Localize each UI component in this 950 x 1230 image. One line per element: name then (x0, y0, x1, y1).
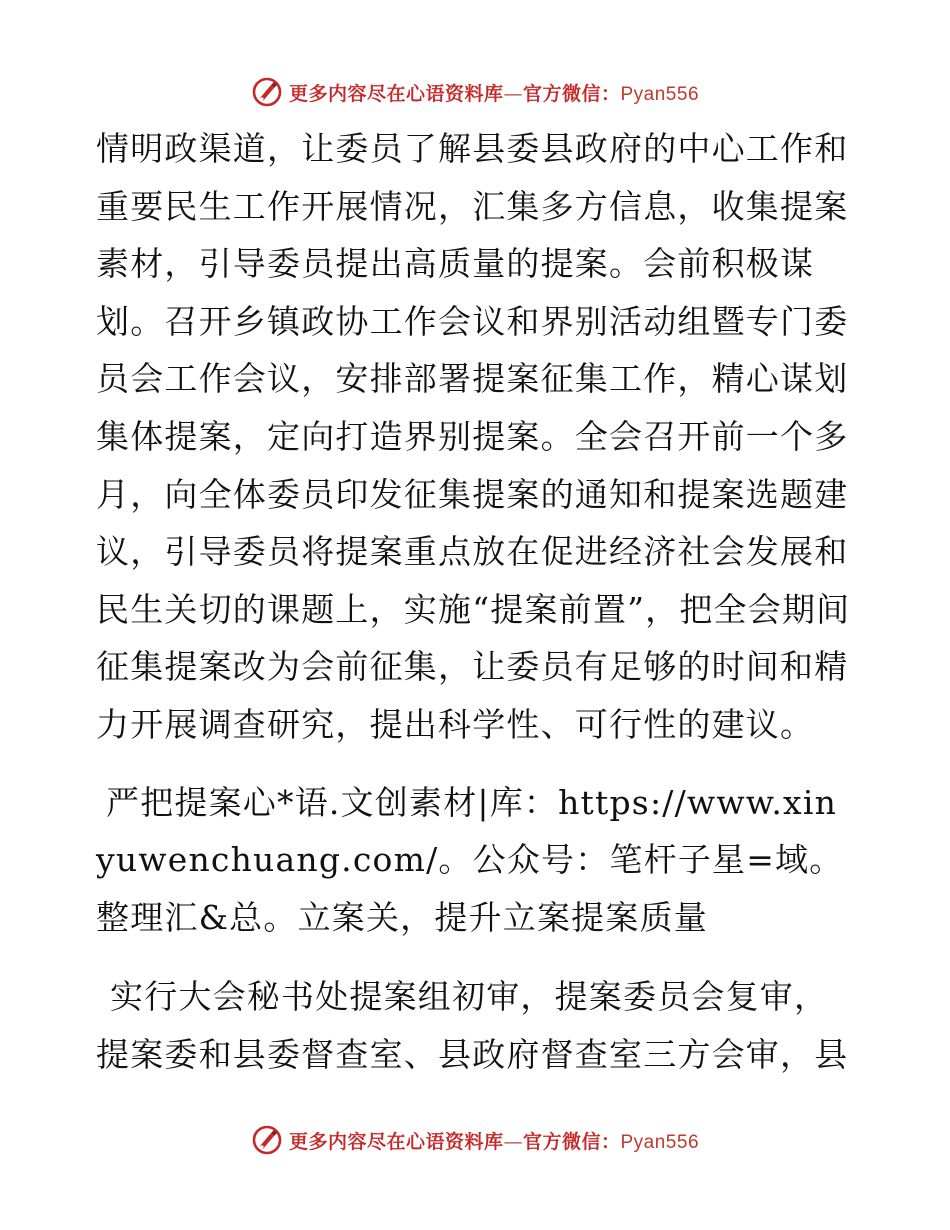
footer-wechat-label: 官方微信： (522, 1130, 621, 1153)
footer-wechat-id: Pyan556 (620, 1131, 700, 1153)
document-body (96, 120, 856, 1084)
header-site-text: 更多内容尽在心语资料库 (288, 82, 504, 105)
header-wechat-label: 官方微信： (522, 82, 621, 105)
paragraph-3: 实行大会秘书处提案组初审，提案委员会复审，提案委和县委督查室、县政府督查室三方会审，县 (96, 977, 849, 1074)
brand-logo-icon (251, 1124, 283, 1156)
brand-logo-icon (251, 76, 283, 108)
footer-site-text: 更多内容尽在心语资料库 (288, 1130, 504, 1153)
footer-dash: — (503, 1130, 523, 1153)
page-footer (0, 1120, 950, 1160)
paragraph-2: 严把提案心*语.文创素材|库：https://www.xinyuwenchuang.com/。公众号：笔杆子星=域。整理汇&总。立案关，提升立案提案质量 (96, 782, 844, 937)
header-brand (251, 76, 699, 108)
header-brand-text (289, 79, 699, 106)
footer-brand (251, 1124, 699, 1156)
paragraph-1: 情明政渠道，让委员了解县委县政府的中心工作和重要民生工作开展情况，汇集多方信息，收集提案素材，引导委员提出高质量的提案。会前积极谋划。召开乡镇政协工作会议和界别活动组暨专门委员会工作会议，安排部署提案征集工作，精心谋划集体提案，定向打造界别提案。全会召开前一个多月，向全体委员印发征集提案的通知和提案选题建议，引导委员将提案重点放在促进经济社会发展和民生关切的课题上，实施“提案前置”，把全会期间征集提案改为会前征集，让委员有足够的时间和精力开展调查研究，提出科学性、可行性的建议。 (96, 129, 851, 744)
page-header (0, 72, 950, 112)
header-wechat-id: Pyan556 (620, 83, 700, 105)
footer-brand-text (289, 1127, 699, 1154)
header-dash: — (503, 82, 523, 105)
